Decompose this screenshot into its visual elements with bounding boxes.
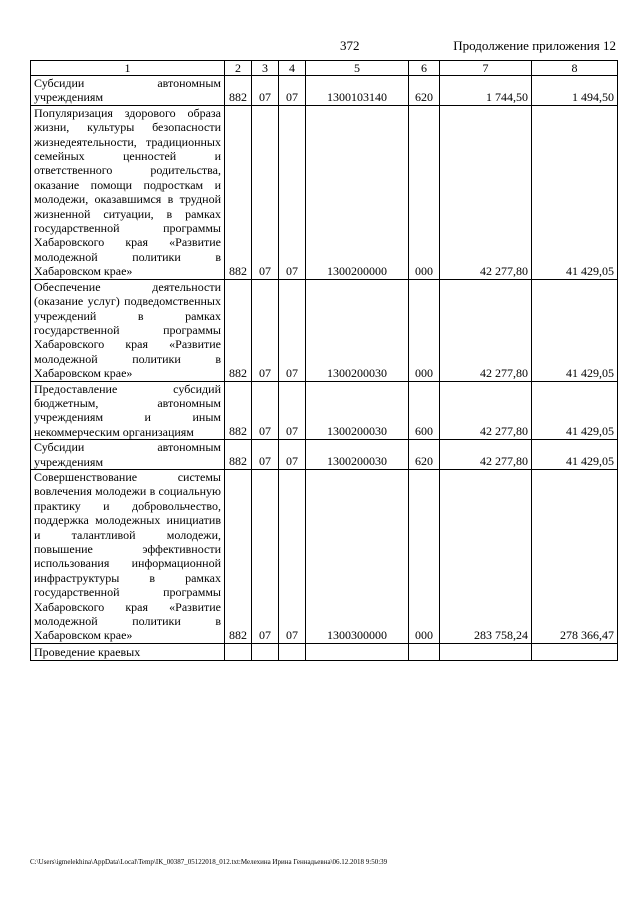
page-number: 372 <box>340 38 360 53</box>
amount-col7: 283 758,24 <box>440 469 532 643</box>
expense-type-code: 600 <box>409 381 440 440</box>
budget-table <box>30 60 618 661</box>
expense-type-code: 000 <box>409 105 440 279</box>
column-header: 1 <box>31 61 225 76</box>
subsection-code: 07 <box>279 469 306 643</box>
subsection-code: 07 <box>279 76 306 106</box>
table-row <box>31 643 618 660</box>
amount-col8 <box>532 643 618 660</box>
target-article-code: 1300103140 <box>306 76 409 106</box>
ministry-code <box>225 643 252 660</box>
amount-col7: 1 744,50 <box>440 76 532 106</box>
row-description: Субсидии автономным учреждениям <box>31 440 225 470</box>
continuation-label: Продолжение приложения 12 <box>453 38 616 53</box>
ministry-code: 882 <box>225 469 252 643</box>
target-article-code: 1300200030 <box>306 381 409 440</box>
target-article-code <box>306 643 409 660</box>
expense-type-code: 000 <box>409 469 440 643</box>
subsection-code: 07 <box>279 279 306 381</box>
ministry-code: 882 <box>225 440 252 470</box>
file-path-footer: C:\Users\igmelekhina\AppData\Local\Temp\IK_00387_05122018_012.txt:Мелехина Ирина Геннадьевна\06.12.2018 9:50:39 <box>30 858 388 866</box>
target-article-code: 1300200030 <box>306 279 409 381</box>
column-header: 3 <box>252 61 279 76</box>
amount-col8: 41 429,05 <box>532 440 618 470</box>
expense-type-code: 620 <box>409 440 440 470</box>
subsection-code: 07 <box>279 381 306 440</box>
table-row <box>31 469 618 643</box>
table-row <box>31 76 618 106</box>
amount-col8: 278 366,47 <box>532 469 618 643</box>
ministry-code: 882 <box>225 381 252 440</box>
amount-col7: 42 277,80 <box>440 105 532 279</box>
row-description: Предоставление субсидий бюджетным, автономным учреждениям и иным некоммерческим организациям <box>31 381 225 440</box>
subsection-code <box>279 643 306 660</box>
amount-col7: 42 277,80 <box>440 381 532 440</box>
section-code: 07 <box>252 76 279 106</box>
amount-col7 <box>440 643 532 660</box>
target-article-code: 1300300000 <box>306 469 409 643</box>
section-code: 07 <box>252 105 279 279</box>
column-header: 2 <box>225 61 252 76</box>
target-article-code: 1300200030 <box>306 440 409 470</box>
column-header: 4 <box>279 61 306 76</box>
subsection-code: 07 <box>279 105 306 279</box>
ministry-code: 882 <box>225 279 252 381</box>
table-row <box>31 279 618 381</box>
amount-col7: 42 277,80 <box>440 279 532 381</box>
column-header: 7 <box>440 61 532 76</box>
column-header: 8 <box>532 61 618 76</box>
ministry-code: 882 <box>225 76 252 106</box>
column-header: 5 <box>306 61 409 76</box>
row-description: Обеспечение деятельности (оказание услуг) подведомственных учреждений в рамках государственной программы Хабаровского края «Развитие молодежной политики в Хабаровском крае» <box>31 279 225 381</box>
table-row <box>31 381 618 440</box>
table-row <box>31 440 618 470</box>
ministry-code: 882 <box>225 105 252 279</box>
row-description: Совершенствование системы вовлечения молодежи в социальную практику и добровольчество, поддержка молодежных инициатив и талантливой молодежи, повышение эффективности использования информационной инфраструктуры в рамках государственной программы Хабаровского края «Развитие молодежной политики в Хабаровском крае» <box>31 469 225 643</box>
row-description: Популяризация здорового образа жизни, культуры безопасности жизнедеятельности, традиционных семейных ценностей и ответственного родительства, оказание помощи подросткам и молодежи, оказавшимся в трудной жизненной ситуации, в рамках государственной программы Хабаровского края «Развитие молодежной политики в Хабаровском крае» <box>31 105 225 279</box>
expense-type-code <box>409 643 440 660</box>
section-code: 07 <box>252 440 279 470</box>
amount-col8: 41 429,05 <box>532 381 618 440</box>
section-code <box>252 643 279 660</box>
section-code: 07 <box>252 279 279 381</box>
row-description: Субсидии автономным учреждениям <box>31 76 225 106</box>
amount-col7: 42 277,80 <box>440 440 532 470</box>
subsection-code: 07 <box>279 440 306 470</box>
table-row <box>31 105 618 279</box>
section-code: 07 <box>252 381 279 440</box>
column-header: 6 <box>409 61 440 76</box>
column-header-row <box>31 61 618 76</box>
expense-type-code: 620 <box>409 76 440 106</box>
amount-col8: 41 429,05 <box>532 279 618 381</box>
row-description: Проведение краевых <box>31 643 225 660</box>
target-article-code: 1300200000 <box>306 105 409 279</box>
section-code: 07 <box>252 469 279 643</box>
expense-type-code: 000 <box>409 279 440 381</box>
amount-col8: 1 494,50 <box>532 76 618 106</box>
amount-col8: 41 429,05 <box>532 105 618 279</box>
